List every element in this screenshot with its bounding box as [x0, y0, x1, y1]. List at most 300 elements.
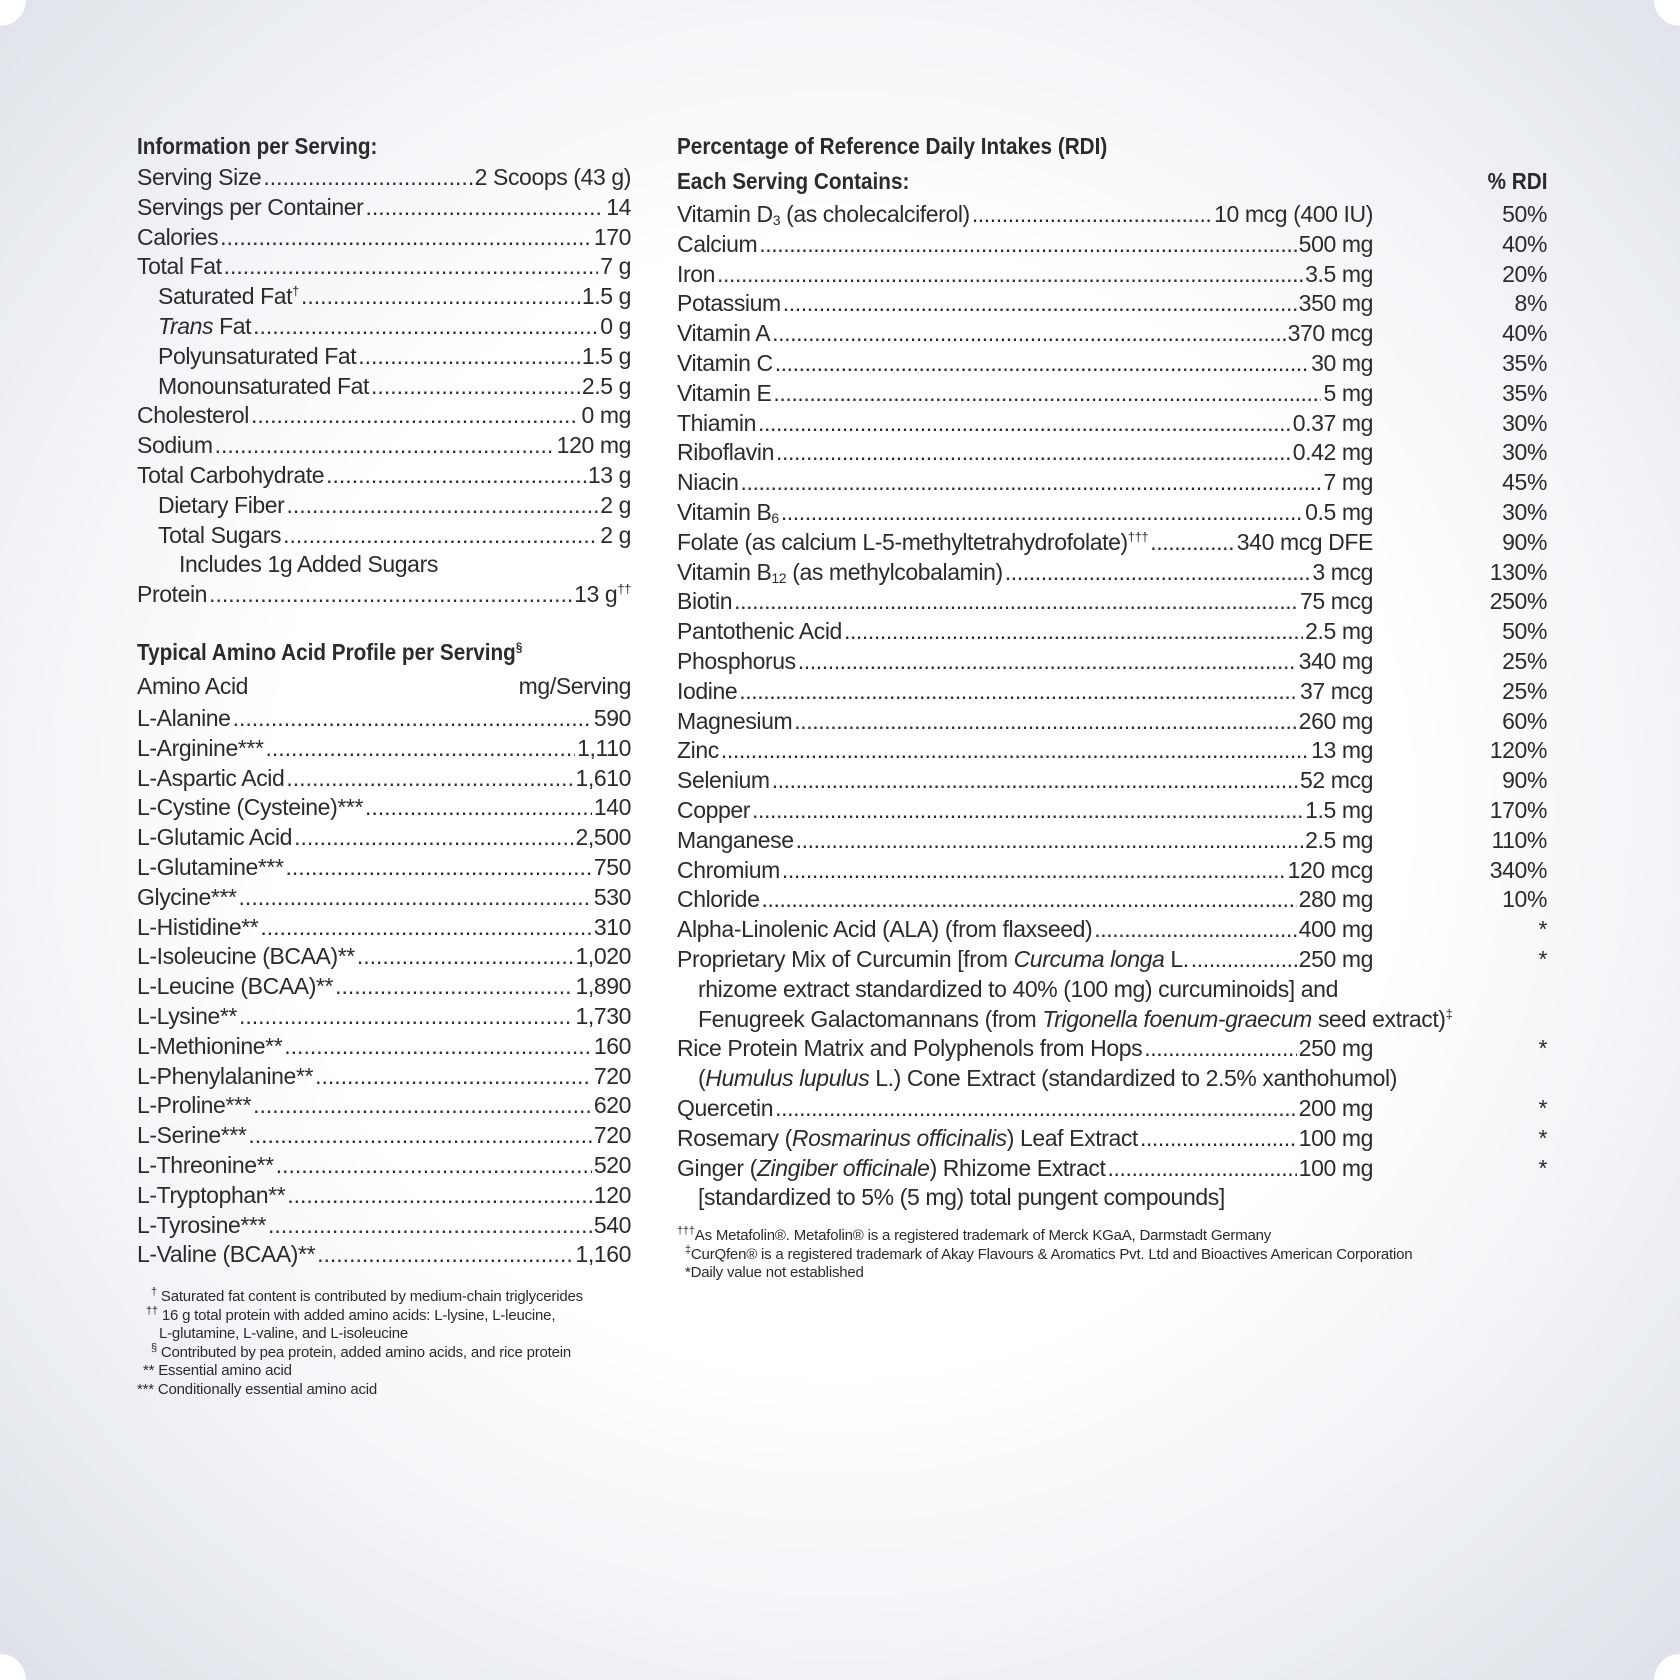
amino-value: 120 [593, 1181, 631, 1208]
rdi-label [677, 528, 1148, 558]
info-row-label-text: Protein [137, 581, 208, 608]
info-row [137, 521, 631, 551]
info-row-label [158, 491, 284, 521]
amino-row [137, 1151, 631, 1181]
rdi-label-text: Thiamin [677, 409, 757, 436]
rdi-percent: 50% [1502, 201, 1547, 227]
leader-dots [972, 200, 1212, 230]
rdi-label [677, 260, 715, 290]
rdi-row [677, 558, 1547, 588]
amino-row [137, 734, 631, 764]
rdi-label-text: Potassium [677, 290, 781, 317]
amino-value: 1,610 [575, 764, 631, 791]
rdi-row [677, 498, 1547, 528]
info-row-label [158, 342, 356, 372]
left-footnote [137, 1288, 631, 1307]
footnote-mark: § [151, 1341, 157, 1354]
leader-dots [358, 342, 580, 372]
leader-dots [773, 379, 1321, 409]
leader-dots [215, 431, 555, 461]
info-row-label [137, 193, 363, 223]
leader-dots [276, 1151, 592, 1181]
amino-label: L-Tryptophan** [137, 1181, 286, 1208]
left-footnote [137, 1381, 631, 1400]
rdi-row [677, 766, 1547, 796]
info-row-label [137, 401, 249, 431]
footnote-text: *** Conditionally essential amino acid [137, 1380, 378, 1398]
rdi-amount: 280 mg [1298, 886, 1373, 913]
rdi-label [677, 617, 842, 647]
leader-dots [315, 1062, 592, 1092]
ginger-amount: 100 mg [1298, 1154, 1373, 1181]
leader-dots [287, 1181, 592, 1211]
rdi-row [677, 468, 1547, 498]
amino-row [137, 853, 631, 883]
rice-line2-b: L.) Cone Extract (standardized to 2.5% xanthohumol) [869, 1065, 1397, 1092]
leader-dots [794, 707, 1296, 737]
footnote-mark: ††† [677, 1225, 695, 1238]
rdi-percent: 20% [1502, 260, 1547, 287]
spacer [137, 610, 631, 636]
amino-label: L-Arginine*** [137, 734, 264, 761]
amino-row [137, 972, 631, 1002]
amino-value: 540 [593, 1211, 631, 1238]
leader-dots [844, 617, 1303, 647]
footnote-text: 16 g total protein with added amino acids: L-lysine, L-leucine, [161, 1306, 556, 1324]
rdi-row-curcumin [677, 945, 1547, 975]
rdi-label-text: Vitamin D [677, 201, 773, 227]
rdi-label [677, 438, 774, 468]
rdi-label [677, 707, 792, 737]
amino-heading-text: Typical Amino Acid Profile per Serving [137, 638, 516, 665]
corner-tl [0, 0, 26, 26]
footnote-text: ** Essential amino acid [143, 1362, 292, 1380]
rdi-label [677, 826, 794, 856]
leader-dots [220, 223, 592, 253]
amino-label: L-Glutamine*** [137, 853, 284, 880]
rdi-percent: 35% [1502, 349, 1547, 376]
rdi-label [677, 885, 759, 915]
info-row-label [137, 252, 222, 282]
leader-dots [1005, 558, 1311, 588]
info-row-value [600, 491, 631, 521]
info-row-label-text: Total Carbohydrate [137, 461, 325, 488]
info-row [137, 431, 631, 461]
rdi-label [677, 349, 773, 379]
info-row [137, 193, 631, 223]
info-row-value-text: 170 [593, 223, 631, 250]
amino-row [137, 883, 631, 913]
rdi-percent: 50% [1502, 618, 1547, 645]
leader-dots [772, 319, 1285, 349]
info-row-value [574, 580, 631, 610]
footnote-text: *Daily value not established [685, 1264, 864, 1282]
left-column [137, 130, 631, 1399]
amino-value: 520 [593, 1151, 631, 1178]
amino-row [137, 1062, 631, 1092]
amino-row [137, 793, 631, 823]
rdi-label-after: (as cholecalciferol) [780, 201, 970, 227]
rdi-amount: 30 mg [1311, 349, 1373, 376]
leader-dots [326, 461, 586, 491]
leader-dots [253, 1091, 592, 1121]
leader-dots [781, 498, 1303, 528]
info-row-label [137, 431, 213, 461]
footnote-mark: †† [146, 1304, 158, 1317]
rdi-percent: 250% [1489, 588, 1547, 615]
rdi-amount: 75 mcg [1299, 588, 1373, 615]
rdi-row-rice [677, 1034, 1547, 1064]
amino-col-right: mg/Serving [518, 672, 631, 699]
info-row-label-text: Sodium [137, 432, 213, 459]
rdi-row [677, 647, 1547, 677]
corner-tr [1654, 0, 1680, 26]
amino-label: L-Isoleucine (BCAA)** [137, 943, 355, 970]
rdi-amount: 37 mcg [1299, 677, 1373, 704]
quercetin-pct: * [1538, 1094, 1547, 1121]
rdi-row [677, 230, 1547, 260]
rdi-percent: * [1538, 916, 1547, 943]
rdi-label [677, 558, 1003, 588]
rdi-percent: 35% [1502, 379, 1547, 406]
rdi-percent: 30% [1502, 498, 1547, 525]
leader-dots [365, 193, 604, 223]
amino-row [137, 1032, 631, 1062]
info-row-label-text: Polyunsaturated Fat [158, 342, 357, 369]
amino-value: 750 [593, 853, 631, 880]
rdi-label-text: Magnesium [677, 707, 793, 734]
info-row-value [581, 401, 631, 431]
footnote-mark: † [151, 1286, 157, 1299]
leader-dots [284, 1032, 592, 1062]
rdi-amount: 10 mcg (400 IU) [1214, 201, 1373, 227]
curcumin-text-a: Proprietary Mix of Curcumin [from [677, 945, 1014, 972]
leader-dots [335, 972, 573, 1002]
rdi-label-text: Folate (as calcium L-5-methyltetrahydrofolate) [677, 528, 1128, 555]
rdi-heading: Percentage of Reference Daily Intakes (RDI) [677, 133, 1108, 159]
rdi-label-text: Phosphorus [677, 647, 796, 674]
amino-row [137, 1181, 631, 1211]
amino-column-headers [137, 669, 631, 704]
amino-value: 1,110 [577, 734, 631, 761]
rdi-amount: 340 mcg DFE [1236, 528, 1373, 555]
ginger-a: Ginger ( [677, 1154, 757, 1181]
rosemary-amount: 100 mg [1298, 1124, 1373, 1151]
amino-label: L-Serine*** [137, 1122, 247, 1149]
amino-row [137, 1121, 631, 1151]
info-row-label-text: Serving Size [137, 164, 262, 190]
info-row-value [600, 252, 631, 282]
info-row [137, 223, 631, 253]
leader-dots [209, 580, 572, 610]
leader-dots [717, 260, 1303, 290]
info-row-label-text: Dietary Fiber [158, 491, 285, 518]
rdi-amount: 0.42 mg [1292, 439, 1373, 466]
leader-dots [776, 438, 1291, 468]
rdi-row [677, 796, 1547, 826]
curcumin-line3-italic: Trigonella foenum-graecum [1042, 1005, 1312, 1032]
corner-br [1654, 1654, 1680, 1680]
rdi-table [677, 200, 1547, 945]
rdi-label-text: Vitamin A [677, 320, 771, 347]
amino-value: 1,730 [575, 1002, 631, 1029]
rdi-label-text: Chloride [677, 886, 760, 913]
rdi-row [677, 260, 1547, 290]
rdi-amount: 370 mcg [1287, 320, 1373, 347]
rdi-label [677, 409, 756, 439]
rdi-row-ginger [677, 1154, 1547, 1184]
rdi-label-sub: 3 [772, 212, 781, 228]
amino-row [137, 1211, 631, 1241]
amino-row [137, 823, 631, 853]
info-row [137, 401, 631, 431]
info-row-value [594, 223, 631, 253]
curcumin-text-b: L. [1164, 945, 1189, 972]
rdi-row [677, 885, 1547, 915]
info-row-value-text: 1.5 g [581, 283, 631, 310]
curcumin-line3 [677, 1005, 1547, 1035]
leader-dots [283, 521, 598, 551]
ginger-italic: Zingiber officinale [756, 1154, 930, 1181]
info-heading: Information per Serving: [137, 133, 378, 159]
info-row-value-text: 13 g [574, 581, 618, 608]
info-row [137, 312, 631, 342]
info-row [137, 461, 631, 491]
info-row [137, 342, 631, 372]
info-row [137, 580, 631, 610]
rdi-percent: 8% [1514, 290, 1547, 317]
rdi-label-text: Biotin [677, 588, 733, 615]
info-row-label [137, 580, 207, 610]
rdi-percent: 60% [1502, 707, 1547, 734]
rdi-label [677, 498, 779, 528]
amino-value: 590 [593, 704, 631, 731]
rdi-amount: 3 mcg [1312, 558, 1373, 585]
rdi-label [677, 736, 719, 766]
rdi-label-sub: 12 [771, 569, 787, 586]
rdi-percent: 30% [1502, 439, 1547, 466]
info-table [137, 163, 631, 610]
amino-label: L-Proline*** [137, 1092, 252, 1119]
rdi-sub-right: % RDI [1487, 168, 1547, 194]
leader-dots [1150, 528, 1235, 558]
rdi-label [677, 766, 770, 796]
rdi-label-text: Niacin [677, 469, 739, 496]
rdi-percent: 120% [1489, 737, 1547, 764]
amino-value: 620 [593, 1092, 631, 1119]
rdi-row [677, 438, 1547, 468]
leader-dots [286, 491, 598, 521]
info-row-mark: † [292, 283, 300, 299]
leader-dots [266, 734, 576, 764]
info-row [137, 491, 631, 521]
amino-label: L-Cystine (Cysteine)*** [137, 794, 363, 821]
rdi-amount: 260 mg [1298, 707, 1373, 734]
footnote-text: CurQfen® is a registered trademark of Akay Flavours & Aromatics Pvt. Ltd and Bioactives American Corporation [690, 1245, 1413, 1263]
rdi-label [677, 289, 781, 319]
rdi-label [677, 468, 739, 498]
rdi-label-text: Riboflavin [677, 439, 774, 466]
footnote-text: Saturated fat content is contributed by medium-chain triglycerides [160, 1288, 583, 1306]
footnote-text: L-glutamine, L-valine, and L-isoleucine [159, 1325, 409, 1343]
amino-label: Glycine*** [137, 883, 237, 910]
rdi-percent: 40% [1502, 230, 1547, 257]
rdi-row [677, 409, 1547, 439]
amino-col-left: Amino Acid [137, 672, 249, 699]
right-column [677, 130, 1547, 1283]
rdi-sub-left: Each Serving Contains: [677, 168, 910, 194]
info-row-value-text: 120 mg [556, 432, 631, 459]
amino-row [137, 913, 631, 943]
ginger-line2: [standardized to 5% (5 mg) total pungent compounds] [698, 1184, 1225, 1211]
rdi-row [677, 379, 1547, 409]
rdi-row-quercetin [677, 1094, 1547, 1124]
rdi-label [677, 379, 771, 409]
amino-value: 310 [593, 913, 631, 940]
rdi-label [677, 319, 770, 349]
rdi-row [677, 707, 1547, 737]
info-row-label [158, 282, 299, 312]
info-row-value [606, 193, 631, 223]
leader-dots [251, 401, 580, 431]
right-footnote [677, 1243, 1547, 1265]
leader-dots [233, 704, 592, 734]
amino-label: L-Phenylalanine** [137, 1062, 314, 1089]
leader-dots [239, 883, 592, 913]
rdi-label-text: Iron [677, 260, 716, 287]
leader-dots [239, 1002, 573, 1032]
rdi-label-text: Copper [677, 796, 751, 823]
amino-row [137, 704, 631, 734]
rdi-percent: 130% [1489, 558, 1547, 585]
right-footnote [677, 1264, 1547, 1283]
rdi-row-rosemary [677, 1124, 1547, 1154]
info-row [137, 372, 631, 402]
amino-value: 1,890 [575, 973, 631, 1000]
rdi-label-text: Alpha-Linolenic Acid (ALA) (from flaxseed) [677, 916, 1093, 943]
rdi-label-text: Vitamin B [677, 558, 772, 585]
rdi-label [677, 200, 970, 230]
rdi-row [677, 617, 1547, 647]
leader-dots [782, 856, 1286, 886]
leader-dots [772, 766, 1298, 796]
info-row-label-text: Saturated Fat [158, 283, 293, 310]
rdi-row [677, 289, 1547, 319]
curcumin-text-italic: Curcuma longa [1013, 945, 1165, 972]
rdi-label-text: Calcium [677, 230, 758, 257]
info-row-label [158, 521, 281, 551]
leader-dots [263, 163, 472, 193]
leader-dots [734, 587, 1298, 617]
info-row-value [600, 521, 631, 551]
rdi-percent: 170% [1489, 796, 1547, 823]
info-row-value-text: 2 Scoops (43 g) [474, 164, 631, 190]
leader-dots [741, 468, 1322, 498]
info-row-value-text: 14 [606, 193, 631, 220]
info-row-note: Includes 1g Added Sugars [179, 551, 438, 578]
leader-dots [268, 1211, 592, 1241]
leader-dots [294, 823, 573, 853]
leader-dots [286, 764, 573, 794]
amino-label: L-Methionine** [137, 1032, 283, 1059]
amino-label: L-Alanine [137, 704, 231, 731]
rdi-label-text: Vitamin B [677, 498, 772, 525]
info-row-value [588, 461, 631, 491]
rdi-row [677, 826, 1547, 856]
amino-label: L-Valine (BCAA)** [137, 1241, 316, 1268]
rdi-percent: 40% [1502, 320, 1547, 347]
info-row-label-text: Monounsaturated Fat [158, 372, 370, 399]
rdi-label-text: Zinc [677, 737, 719, 764]
leader-dots [1094, 915, 1296, 945]
amino-label: L-Leucine (BCAA)** [137, 973, 334, 1000]
amino-value: 140 [593, 794, 631, 821]
info-row-label-italic: Trans [158, 312, 214, 339]
rosemary-pct: * [1538, 1124, 1547, 1151]
rdi-amount: 5 mg [1323, 379, 1373, 406]
leader-dots [783, 289, 1297, 319]
info-row-value-text: 2 g [600, 521, 631, 548]
rdi-amount: 2.5 mg [1305, 618, 1373, 645]
rice-pct: * [1538, 1035, 1547, 1062]
quercetin-label: Quercetin [677, 1094, 774, 1121]
rdi-percent: 90% [1502, 767, 1547, 794]
amino-value: 1,020 [575, 943, 631, 970]
amino-value: 160 [593, 1032, 631, 1059]
amino-label: L-Threonine** [137, 1151, 274, 1178]
rdi-row [677, 915, 1547, 945]
ginger-b: ) Rhizome Extract [929, 1154, 1106, 1181]
amino-row [137, 942, 631, 972]
footnote-mark: ‡ [685, 1243, 691, 1256]
rdi-percent: 25% [1502, 647, 1547, 674]
leader-dots [357, 942, 574, 972]
leader-dots [365, 793, 592, 823]
info-row-value [582, 372, 631, 402]
left-footnote [137, 1341, 631, 1363]
amino-label: L-Aspartic Acid [137, 764, 285, 791]
rdi-percent: 110% [1491, 826, 1547, 853]
amino-row [137, 1091, 631, 1121]
rdi-label-after: (as methylcobalamin) [786, 558, 1003, 585]
rdi-row [677, 200, 1547, 230]
info-row-label-text: Total Sugars [158, 521, 282, 548]
info-row-value-text: 0 g [600, 312, 631, 339]
info-row-value-text: 7 g [600, 253, 631, 280]
amino-label: L-Histidine** [137, 913, 259, 940]
amino-row [137, 764, 631, 794]
rdi-percent: 340% [1489, 856, 1547, 883]
rice-amount: 250 mg [1298, 1035, 1373, 1062]
spacer [677, 1213, 1547, 1227]
info-row-value [557, 431, 631, 461]
rdi-subheader [677, 163, 1547, 200]
rdi-row [677, 528, 1547, 558]
leader-dots [798, 647, 1297, 677]
curcumin-line3-b: seed extract) [1311, 1005, 1446, 1032]
rdi-amount: 13 mg [1311, 737, 1373, 764]
info-row-value-mark: †† [617, 581, 631, 597]
rdi-amount: 1.5 mg [1305, 796, 1373, 823]
rdi-row [677, 736, 1547, 766]
info-row-value [582, 342, 631, 372]
amino-value: 1,160 [575, 1241, 631, 1268]
rdi-label-text: Chromium [677, 856, 780, 883]
rdi-percent: 10% [1502, 886, 1547, 913]
left-footnotes [137, 1288, 631, 1399]
rice-line2 [677, 1064, 1547, 1094]
curcumin-line3-a: Fenugreek Galactomannans (from [698, 1005, 1043, 1032]
